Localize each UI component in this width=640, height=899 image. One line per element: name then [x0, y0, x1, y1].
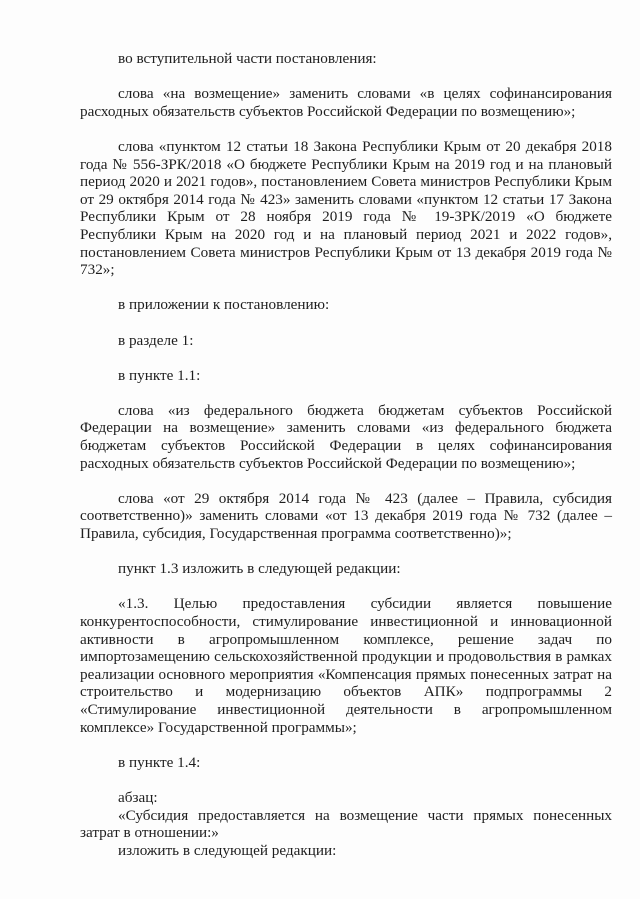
- paragraph-replace-words-1: слова «на возмещение» заменить словами «в целях софинансирования расходных обязательств субъектов Российской Федерации по возмещению»;: [80, 85, 612, 120]
- paragraph-appendix: в приложении к постановлению:: [118, 296, 330, 314]
- paragraph-point-1-3-text: «1.3. Целью предоставления субсидии является повышение конкурентоспособности, стимулирование инвестиционной и инновационной активности в агропромышленном комплексе, решение задач по импортозамещению сельскохозяйственной продукции и продовольствия в рамках реализации основного мероприятия «Компенсация прямых понесенных затрат на строительство и модернизацию объектов АПК» подпрограммы 2 «Стимулирование инвестиционной деятельности в агропромышленном комплексе» Государственной программы»;: [80, 595, 612, 736]
- paragraph-replace-federal-budget: слова «из федерального бюджета бюджетам субъектов Российской Федерации на возмещение» заменить словами «из федерального бюджета бюджетам субъектов Российской Федерации в целях софинансирования расходных обязательств субъектов Российской Федерации по возмещению»;: [80, 401, 612, 472]
- paragraph-new-edition: изложить в следующей редакции:: [118, 841, 337, 859]
- paragraph-intro-part: во вступительной части постановления:: [118, 50, 377, 67]
- paragraph-section-1: в разделе 1:: [118, 331, 194, 349]
- paragraph-point-1-3-heading: пункт 1.3 изложить в следующей редакции:: [118, 560, 401, 578]
- paragraph-subsidy-quote: «Субсидия предоставляется на возмещение части прямых понесенных затрат в отношении:»: [80, 806, 612, 842]
- paragraph-point-1-4: в пункте 1.4:: [118, 753, 201, 771]
- paragraph-replace-law-reference: слова «пунктом 12 статьи 18 Закона Республики Крым от 20 декабря 2018 года № 556-ЗРК/2018 «О бюджете Республики Крым на 2019 год и на плановый период 2020 и 2021 годов», постановлением Совета министров Республики Крым от 29 октября 2014 года № 423» заменить словами «пунктом 12 статьи 17 Закона Республики Крым от 28 ноября 2019 года № 19-ЗРК/2019 «О бюджете Республики Крым на 2020 год и на плановый период 2021 и 2022 годов», постановлением Совета министров Республики Крым от 13 декабря 2019 года № 732»;: [80, 137, 612, 279]
- paragraph-point-1-1: в пункте 1.1:: [118, 366, 201, 384]
- paragraph-abzac: абзац:: [118, 788, 158, 806]
- paragraph-replace-rules-date: слова «от 29 октября 2014 года № 423 (далее – Правила, субсидия соответственно)» заменить словами «от 13 декабря 2019 года № 732 (далее – Правила, субсидия, Государственная программа соответственно)»;: [80, 489, 612, 543]
